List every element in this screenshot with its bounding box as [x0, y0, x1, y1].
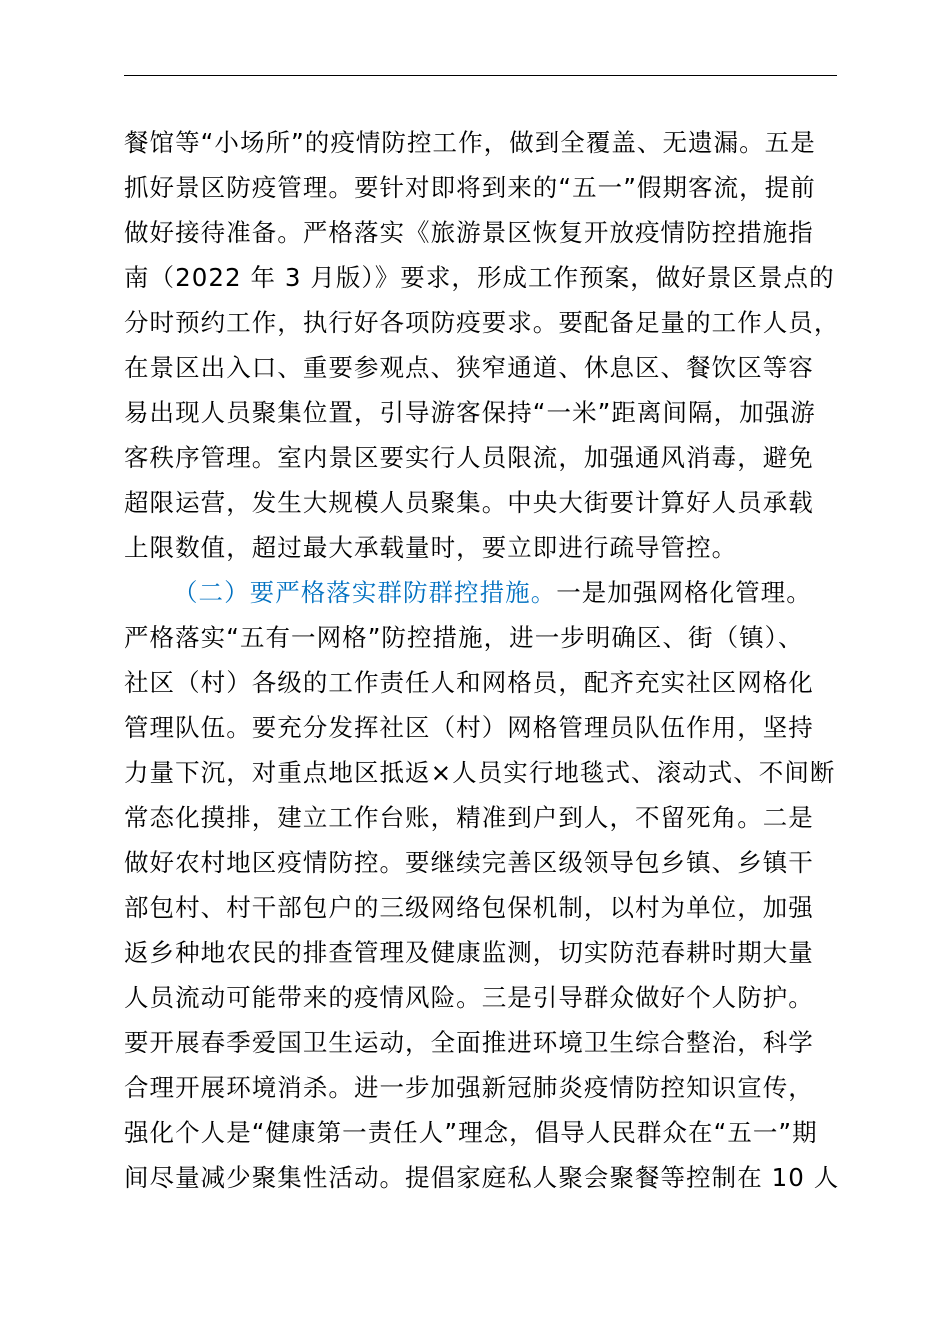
text-line: 强化个人是“健康第一责任人”理念，倡导人民群众在“五一”期 [124, 1118, 818, 1147]
text-line: 严格落实“五有一网格”防控措施，进一步明确区、街（镇）、 [124, 623, 804, 652]
text-line: 力量下沉，对重点地区抵返×人员实行地毯式、滚动式、不间断 [124, 758, 836, 787]
header-rule [124, 75, 837, 76]
text-line: 管理队伍。要充分发挥社区（村）网格管理员队伍作用，坚持 [124, 713, 814, 742]
text-line: 返乡种地农民的排查管理及健康监测，切实防范春耕时期大量 [124, 938, 814, 967]
text-line: 做好接待准备。严格落实《旅游景区恢复开放疫情防控措施指 [124, 218, 814, 247]
text-line: 部包村、村干部包户的三级网络包保机制，以村为单位，加强 [124, 893, 814, 922]
text-line: 餐馆等“小场所”的疫情防控工作，做到全覆盖、无遗漏。五是 [124, 128, 816, 157]
body-text [124, 120, 840, 1200]
text-line: 人员流动可能带来的疫情风险。三是引导群众做好个人防护。 [124, 983, 814, 1012]
text-line: 在景区出入口、重要参观点、狭窄通道、休息区、餐饮区等容 [124, 353, 814, 382]
paragraph-first-line [124, 570, 837, 615]
text-line: 社区（村）各级的工作责任人和网格员，配齐充实社区网格化 [124, 668, 814, 697]
text-line: 上限数值，超过最大承载量时，要立即进行疏导管控。 [124, 533, 738, 562]
text-line: 间尽量减少聚集性活动。提倡家庭私人聚会聚餐等控制在 10 人 [124, 1163, 840, 1192]
text-line: 超限运营，发生大规模人员聚集。中央大街要计算好人员承载 [124, 488, 814, 517]
text-line: 做好农村地区疫情防控。要继续完善区级领导包乡镇、乡镇干 [124, 848, 814, 877]
text-line: 要开展春季爱国卫生运动，全面推进环境卫生综合整治，科学 [124, 1028, 814, 1057]
text-line: 常态化摸排，建立工作台账，精准到户到人，不留死角。二是 [124, 803, 814, 832]
text-line: 南（2022 年 3 月版）》要求，形成工作预案，做好景区景点的 [124, 263, 835, 292]
text-line: 客秩序管理。室内景区要实行人员限流，加强通风消毒，避免 [124, 443, 814, 472]
text-line: 合理开展环境消杀。进一步加强新冠肺炎疫情防控知识宣传， [124, 1073, 814, 1102]
text-line: 抓好景区防疫管理。要针对即将到来的“五一”假期客流，提前 [124, 173, 816, 202]
text-run: 一是加强网格化管理。 [556, 578, 812, 607]
section-heading: （二）要严格落实群防群控措施。 [173, 578, 557, 607]
text-line: 易出现人员聚集位置，引导游客保持“一米”距离间隔，加强游 [124, 398, 816, 427]
text-line: 分时预约工作，执行好各项防疫要求。要配备足量的工作人员， [124, 308, 840, 337]
